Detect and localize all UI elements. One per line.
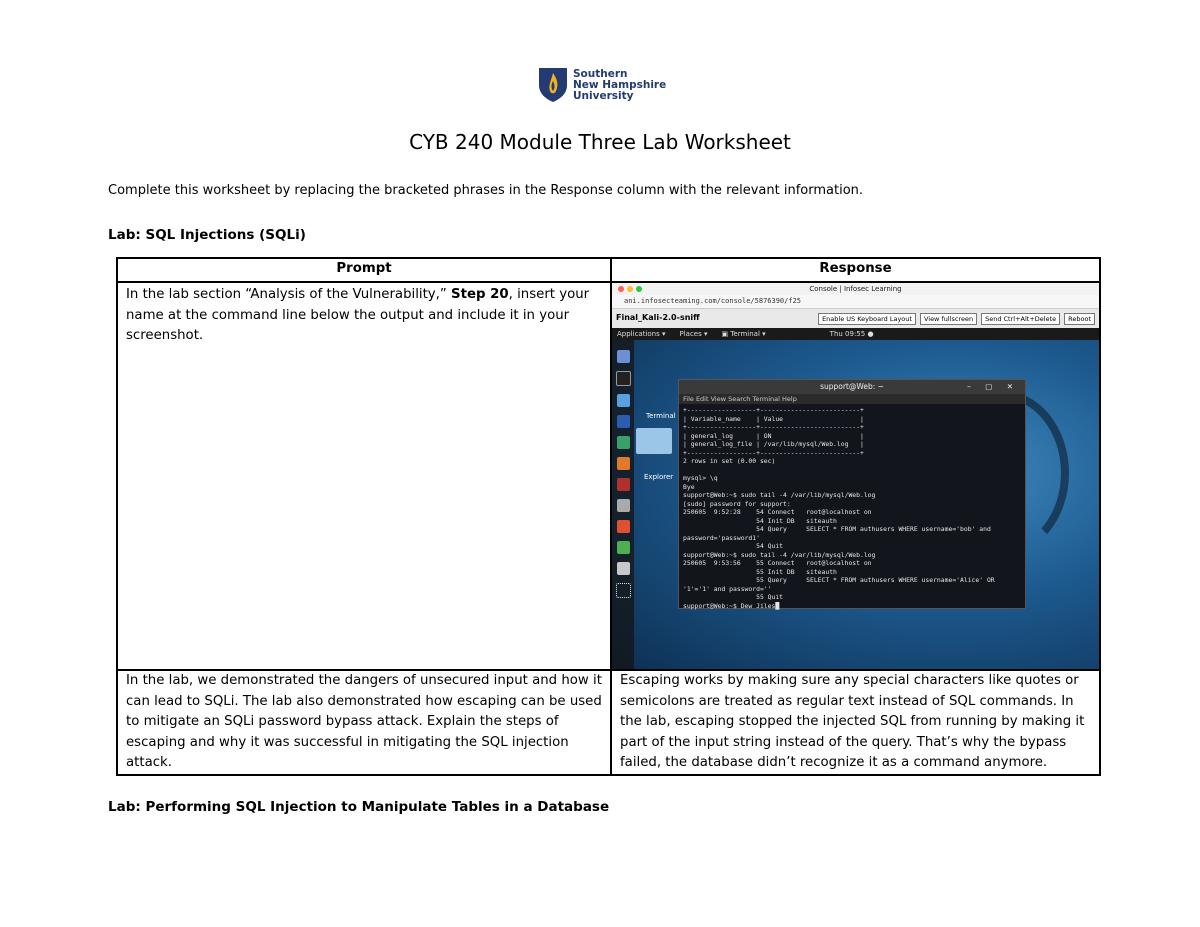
desktop-terminal-label[interactable]: Terminal [646,412,676,420]
logo-text [573,69,666,102]
terminal-output: +------------------+--------------------------+ | Variable_name | Value | +------------------+--------------------------+ | general_log | ON | | general_log_file | /var/lib/mysql/Web.log | +------------------+--------------------------+ 2 rows in set (0.00 sec) mysql> \q Bye support@Web:~$ sudo tail -4 /var/lib/mysql/Web.log [sudo] password for support: 250605 9:52:28 54 Connect root@localhost on 54 Init DB siteauth 54 Query SELECT * FROM authusers WHERE username='bob' and password='password1' 54 Quit support@Web:~$ sudo tail -4 /var/lib/mysql/Web.log 250605 9:53:56 55 Connect root@localhost on 55 Init DB siteauth 55 Query SELECT * FROM authusers WHERE username='Alice' OR '1'='1' and password='' 55 Quit support@Web:~$ Dew Jiles█ [683,406,995,610]
metasploit-icon[interactable] [617,415,630,428]
applications-menu[interactable]: Applications ▾ [617,330,666,338]
response-screenshot [612,283,1099,669]
terminal-window-controls-icon[interactable]: – ▢ ✕ [967,382,1019,391]
desktop-explorer-label[interactable]: Explorer [644,473,674,481]
vm-toolbar [612,309,1099,328]
fullscreen-button[interactable]: View fullscreen [920,313,977,325]
worksheet-table [116,257,1101,776]
logo-line-3: University [573,89,634,102]
folder-icon[interactable] [636,428,672,454]
browser-titlebar [612,283,1099,295]
terminal-title: support@Web: ~ [820,382,884,391]
prompt-1-text-b: , insert your name at the command line below the output and include it in your screenshot. [126,287,590,343]
burpsuite-icon[interactable] [617,457,630,470]
dock [612,340,634,669]
prompt-1-step: Step 20 [451,287,509,302]
browser-window-title: Console | Infosec Learning [809,285,902,293]
faraday-icon[interactable] [617,478,630,491]
snhu-logo [538,66,668,104]
terminal-titlebar [679,380,1025,394]
section-heading-sqli: Lab: SQL Injections (SQLi) [108,227,306,243]
maltego-icon[interactable] [617,499,630,512]
minimize-dot-icon[interactable] [627,286,633,292]
table-row [117,282,1100,670]
files-icon[interactable] [617,394,630,407]
window-controls[interactable] [618,286,642,292]
header-response: Response [611,258,1100,282]
response-cell-1 [611,282,1100,670]
close-dot-icon[interactable] [618,286,624,292]
reboot-button[interactable]: Reboot [1064,313,1095,325]
prompt-cell-2: In the lab, we demonstrated the dangers of unsecured input and how it can lead to SQLi. The lab also demonstrated how escaping can be used to mitigate an SQLi password bypass attack. Explain the steps of escaping and why it was successful in mitigating the SQL injection attack. [117,670,611,775]
logo-line-1: Southern [573,67,628,80]
response-cell-2: Escaping works by making sure any special characters like quotes or semicolons are treated as regular text instead of SQL commands. In the lab, escaping stopped the injected SQL from running by making it part of the input string instead of the query. That’s why the bypass failed, the database didn’t recognize it as a command anymore. [611,670,1100,775]
header-prompt: Prompt [117,258,611,282]
desktop [612,340,1099,669]
maximize-dot-icon[interactable] [636,286,642,292]
places-menu[interactable]: Places ▾ [679,330,708,338]
beef-icon[interactable] [617,520,630,533]
intro-text: Complete this worksheet by replacing the bracketed phrases in the Response column with the relevant information. [108,183,864,198]
notes-icon[interactable] [617,541,630,554]
ctrl-alt-del-button[interactable]: Send Ctrl+Alt+Delete [981,313,1060,325]
screenshot-app-icon[interactable] [617,562,630,575]
terminal-menubar[interactable]: File Edit View Search Terminal Help [679,394,1025,404]
prompt-cell-1 [117,282,611,670]
url-bar[interactable]: ani.infosecteaming.com/console/5876390/f25 [612,295,1099,309]
section-heading-manipulate-tables: Lab: Performing SQL Injection to Manipulate Tables in a Database [108,799,610,815]
page-title: CYB 240 Module Three Lab Worksheet [409,130,791,154]
terminal-menu[interactable]: ▣ Terminal ▾ [721,330,766,338]
clock: Thu 09:55 ● [829,330,874,338]
prompt-1-text-a: In the lab section “Analysis of the Vulnerability,” [126,287,447,302]
logo-line-2: New Hampshire [573,78,667,91]
vm-name: Final_Kali-2.0-sniff [616,313,700,323]
table-row [117,670,1100,775]
shield-flame-icon [538,67,568,103]
terminal-window[interactable] [678,379,1026,609]
keyboard-layout-button[interactable]: Enable US Keyboard Layout [818,313,916,325]
table-header-row [117,258,1100,282]
browser-icon[interactable] [617,350,630,363]
app-grid-icon[interactable] [616,583,631,598]
armitage-icon[interactable] [617,436,630,449]
terminal-icon[interactable] [616,371,631,386]
